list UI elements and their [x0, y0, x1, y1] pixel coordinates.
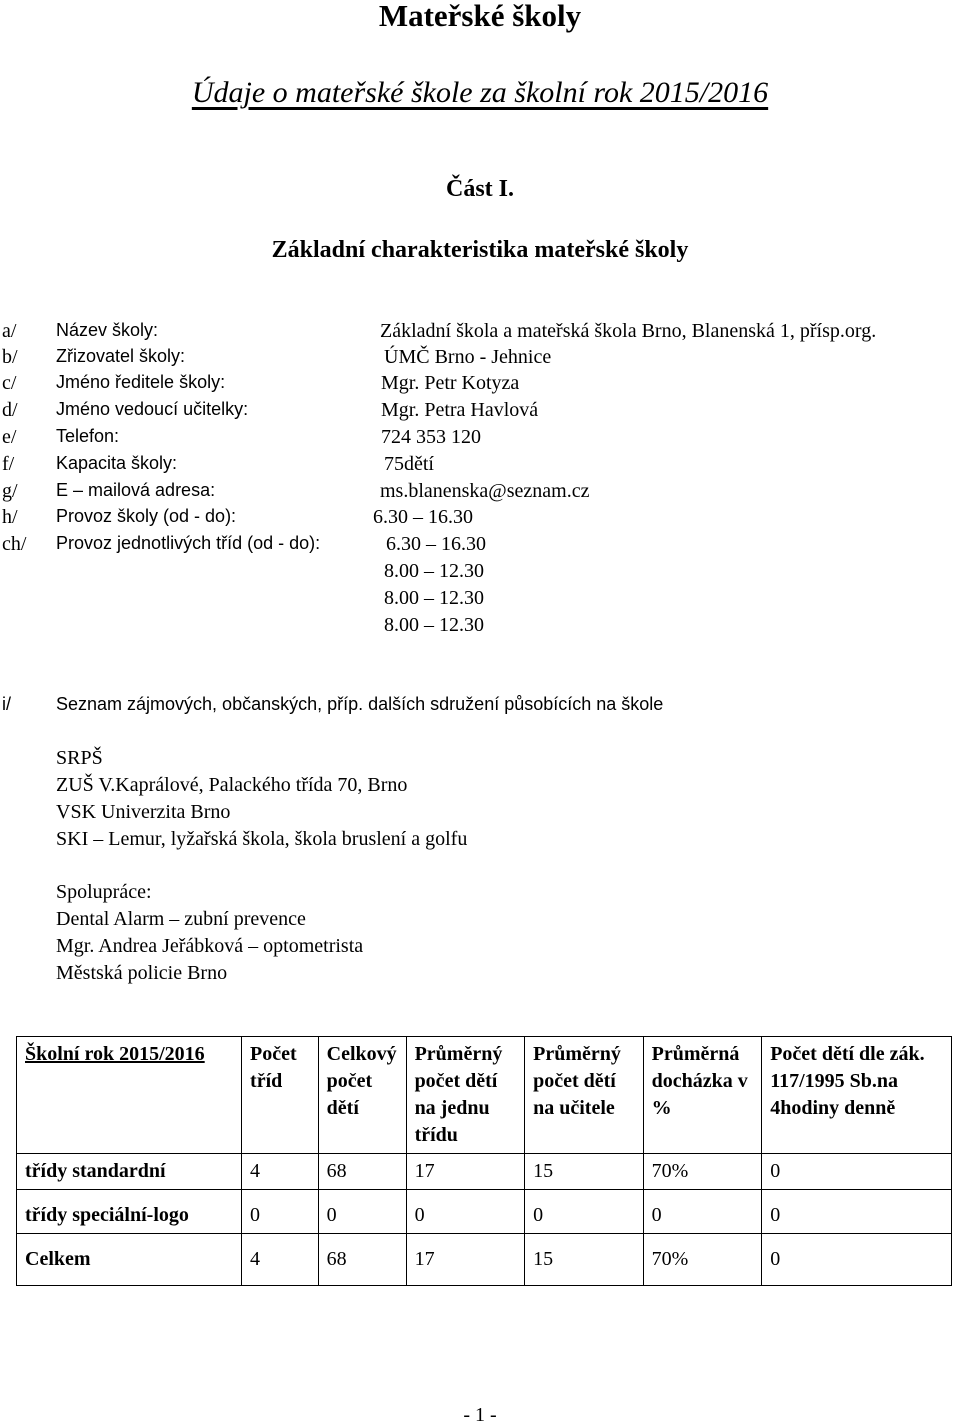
- class-hours-1: 8.00 – 12.30: [384, 560, 484, 582]
- table-cell: 0: [318, 1190, 406, 1234]
- info-key-g: g/: [2, 480, 18, 502]
- header-school-year: Školní rok 2015/2016: [17, 1037, 242, 1154]
- info-key-f: f/: [2, 453, 15, 475]
- info-label-ch: Provoz jednotlivých tříd (od - do):: [56, 533, 321, 553]
- info-label-c: Jméno ředitele školy:: [56, 372, 226, 392]
- association-item: SRPŠ: [56, 747, 103, 769]
- row-label: třídy standardní: [17, 1154, 242, 1190]
- row-label: Celkem: [17, 1234, 242, 1286]
- table-cell: 70%: [643, 1234, 762, 1286]
- row-label: třídy speciální-logo: [17, 1190, 242, 1234]
- info-value-c: Mgr. Petr Kotyza: [381, 372, 520, 394]
- info-label-a: Název školy:: [56, 320, 159, 340]
- info-label-f: Kapacita školy:: [56, 453, 178, 473]
- table-row: [17, 1234, 952, 1286]
- table-cell: 0: [762, 1154, 952, 1190]
- table-cell: 4: [242, 1154, 319, 1190]
- table-cell: 0: [762, 1234, 952, 1286]
- info-value-b: ÚMČ Brno - Jehnice: [384, 346, 552, 368]
- info-label-h: Provoz školy (od - do):: [56, 506, 237, 526]
- info-value-d: Mgr. Petra Havlová: [381, 399, 539, 421]
- association-item: ZUŠ V.Kaprálové, Palackého třída 70, Brno: [56, 774, 408, 796]
- associations-heading: Seznam zájmových, občanských, příp. dalších sdružení působících na škole: [56, 694, 664, 714]
- association-item: VSK Univerzita Brno: [56, 801, 231, 823]
- table-cell: 68: [318, 1154, 406, 1190]
- page-number: - 1 -: [463, 1404, 497, 1426]
- info-label-e: Telefon:: [56, 426, 120, 446]
- table-row: [17, 1190, 952, 1234]
- info-value-e: 724 353 120: [381, 426, 481, 448]
- table-cell: 4: [242, 1234, 319, 1286]
- info-key-c: c/: [2, 372, 17, 394]
- info-key-a: a/: [2, 320, 17, 342]
- part-heading: Část I.: [445, 176, 514, 202]
- header-avg-attendance: Průměrná docházka v %: [643, 1037, 762, 1154]
- table-cell: 15: [525, 1154, 644, 1190]
- association-item: SKI – Lemur, lyžařská škola, škola bruslení a golfu: [56, 828, 468, 850]
- table-cell: 0: [525, 1190, 644, 1234]
- info-value-h: 6.30 – 16.30: [373, 506, 473, 528]
- header-avg-per-teacher: Průměrný počet dětí na učitele: [525, 1037, 644, 1154]
- header-law-children: Počet dětí dle zák. 117/1995 Sb.na 4hodiny denně: [762, 1037, 952, 1154]
- info-key-d: d/: [2, 399, 18, 421]
- cooperation-item: Městská policie Brno: [56, 962, 228, 984]
- info-label-d: Jméno vedoucí učitelky:: [56, 399, 249, 419]
- page-subtitle: Údaje o mateřské škole za školní rok 2015/2016: [191, 76, 769, 109]
- info-value-f: 75dětí: [384, 453, 434, 475]
- table-cell: 17: [406, 1154, 525, 1190]
- statistics-table: [16, 1036, 952, 1286]
- info-key-ch: ch/: [2, 533, 27, 555]
- table-cell: 68: [318, 1234, 406, 1286]
- table-cell: 0: [242, 1190, 319, 1234]
- info-label-g: E – mailová adresa:: [56, 480, 216, 500]
- header-avg-per-class: Průměrný počet dětí na jednu třídu: [406, 1037, 525, 1154]
- info-value-ch: 6.30 – 16.30: [386, 533, 486, 555]
- info-key-h: h/: [2, 506, 18, 528]
- cooperation-heading: Spolupráce:: [56, 881, 152, 903]
- table-cell: 17: [406, 1234, 525, 1286]
- info-label-b: Zřizovatel školy:: [56, 346, 186, 366]
- class-hours-2: 8.00 – 12.30: [384, 587, 484, 609]
- header-class-count: Počet tříd: [242, 1037, 319, 1154]
- cooperation-item: Mgr. Andrea Jeřábková – optometrista: [56, 935, 364, 957]
- header-total-children: Celkový počet dětí: [318, 1037, 406, 1154]
- info-key-b: b/: [2, 346, 18, 368]
- table-cell: 0: [762, 1190, 952, 1234]
- table-header-row: [17, 1037, 952, 1154]
- table-cell: 15: [525, 1234, 644, 1286]
- class-hours-3: 8.00 – 12.30: [384, 614, 484, 636]
- section-heading: Základní charakteristika mateřské školy: [271, 237, 689, 263]
- info-key-e: e/: [2, 426, 17, 448]
- info-value-g: ms.blanenska@seznam.cz: [380, 480, 590, 502]
- info-value-a: Základní škola a mateřská škola Brno, Blanenská 1, přísp.org.: [380, 320, 877, 342]
- table-cell: 70%: [643, 1154, 762, 1190]
- cooperation-item: Dental Alarm – zubní prevence: [56, 908, 306, 930]
- table-cell: 0: [406, 1190, 525, 1234]
- associations-key: i/: [2, 694, 11, 714]
- page-title: Mateřské školy: [378, 0, 582, 33]
- table-cell: 0: [643, 1190, 762, 1234]
- table-row: [17, 1154, 952, 1190]
